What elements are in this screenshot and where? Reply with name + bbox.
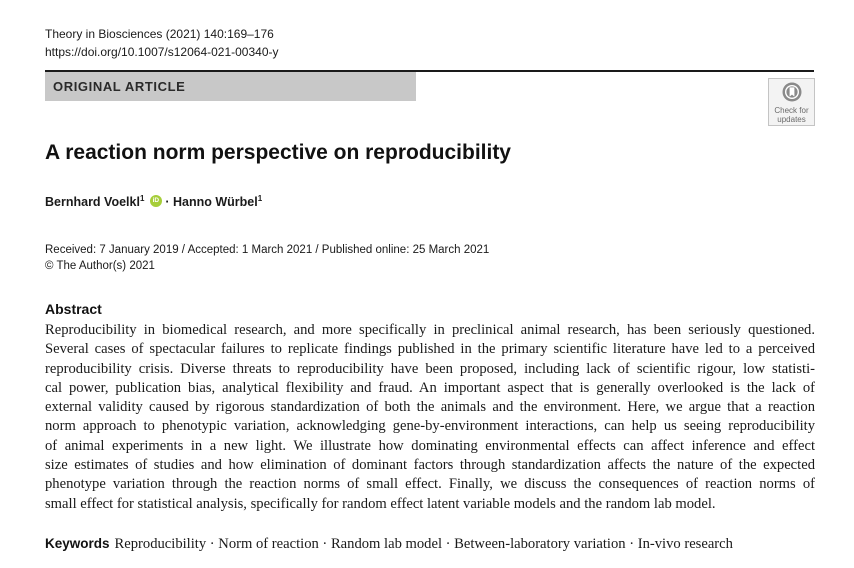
abstract-line: reproducibility crisis. Diverse threats to reproducibility have been proposed, including lack of scientific rigour, low statisti- xyxy=(45,360,815,377)
affiliation-marker: 1 xyxy=(257,194,263,203)
author-name[interactable]: Bernhard Voelkl xyxy=(45,195,140,209)
abstract-line: of animal experiments in a new light. We illustrate how dominating environmental effects can affect inference and effect xyxy=(45,437,815,454)
abstract-line: external validity caused by rigorous standardization of both the animals and the environment. Here, we argue that a reaction xyxy=(45,399,815,416)
orcid-icon[interactable]: iD xyxy=(150,195,162,207)
abstract-line: small effect for statistical analysis, specifically for random effect latent variable models and the random lab model. xyxy=(45,495,716,512)
publication-dates: Received: 7 January 2019 / Accepted: 1 March 2021 / Published online: 25 March 2021 xyxy=(45,244,490,256)
author-list xyxy=(45,194,262,210)
journal-reference: Theory in Biosciences (2021) 140:169–176 xyxy=(45,27,274,41)
author-name[interactable]: Hanno Würbel xyxy=(173,195,258,209)
abstract-heading: Abstract xyxy=(45,301,102,317)
check-updates-label: Check for xyxy=(774,106,809,115)
abstract-line: Several cases of spectacular failures to replicate findings published in the primary scientific literature have led to a perceived xyxy=(45,341,815,358)
abstract-line: size estimates of studies and how elimination of dominant factors through standardization affects the nature of the expected xyxy=(45,457,815,474)
check-for-updates-button[interactable] xyxy=(768,78,815,126)
check-updates-sublabel: updates xyxy=(777,115,806,124)
article-title: A reaction norm perspective on reproducibility xyxy=(45,141,511,164)
abstract-line: norm approach to phenotypic variation, acknowledging gene-by-environment interactions, can help us seeing reproducibility xyxy=(45,418,815,435)
affiliation-marker: 1 xyxy=(139,194,145,203)
abstract-line: cal power, publication bias, analytical flexibility and fraud. An important aspect that is generally overlooked is the lack of xyxy=(45,379,815,396)
article-type-label: ORIGINAL ARTICLE xyxy=(53,79,186,94)
abstract-line: phenotype variation through the reaction norms of small effect. Finally, we discuss the consequences of reaction norms of xyxy=(45,476,815,493)
abstract-text xyxy=(45,321,815,514)
author-separator: · xyxy=(165,195,170,209)
keywords xyxy=(45,535,733,553)
bookmark-ribbon-icon xyxy=(782,82,802,102)
keywords-label: Keywords xyxy=(45,536,110,551)
copyright-notice: © The Author(s) 2021 xyxy=(45,260,155,272)
article-type-banner xyxy=(45,72,416,101)
abstract-line: Reproducibility in biomedical research, and more specifically in preclinical animal research, has been seriously questioned. xyxy=(45,322,815,338)
doi-link[interactable]: https://doi.org/10.1007/s12064-021-00340-y xyxy=(45,45,279,59)
keywords-list: Reproducibility · Norm of reaction · Random lab model · Between-laboratory variation · In-vivo research xyxy=(114,536,733,552)
